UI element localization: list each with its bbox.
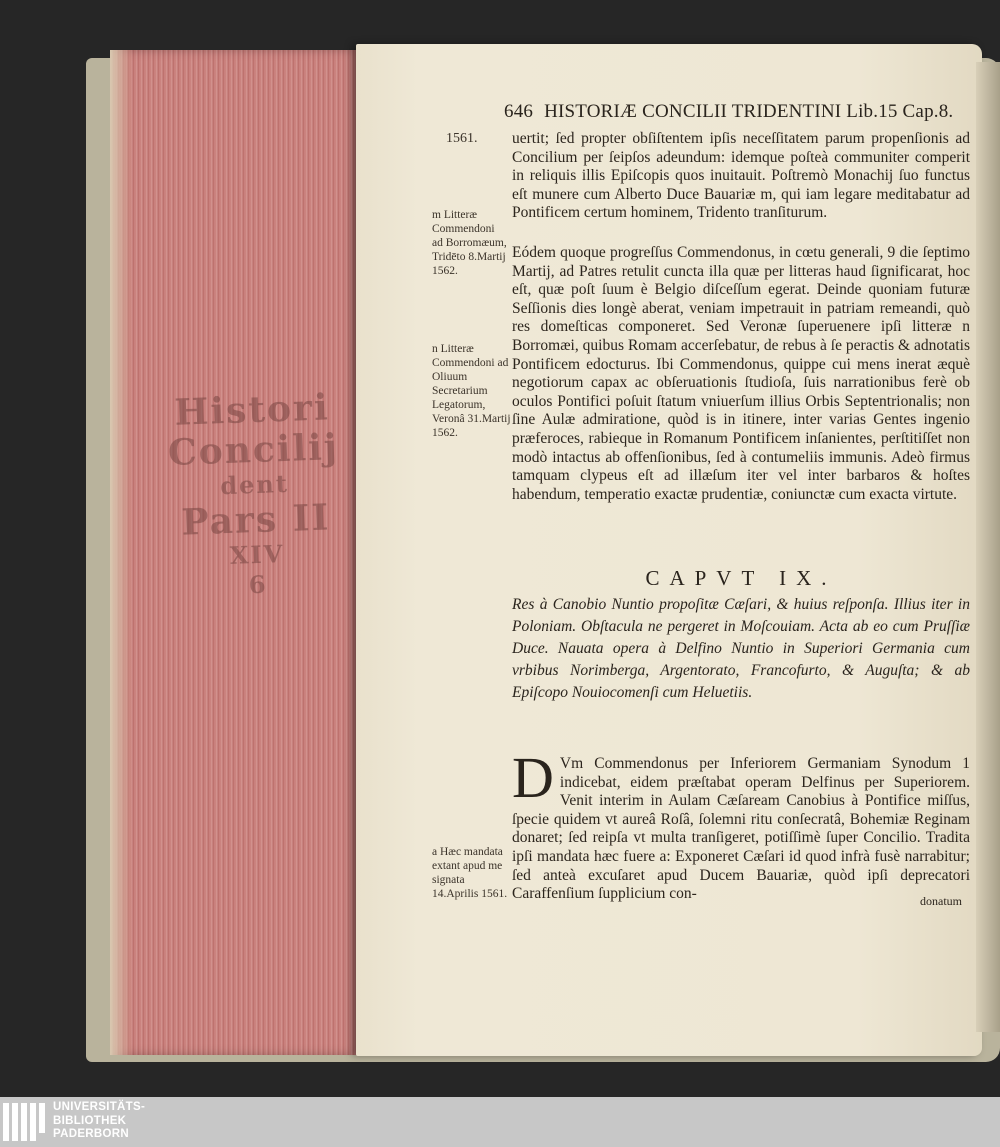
paragraph-1: [512, 130, 970, 223]
inscription-line: 6: [248, 569, 268, 600]
library-footer: [0, 1097, 1000, 1147]
paragraph-text: Vm Commendonus per Inferiorem Germaniam Synodum 1 indicebat, eidem præſtabat operam Delfinus per Superiorem. Venit interim in Aulam Cæſaream Canobius à Pontifice miſſus, ſpecie quidem vt aureâ Roſâ, ſolemni ritu conſecratâ, Bohemiæ Reginam donaret; ſed reipſa vt multa tranſigeret, potiſſimè ſuper Concilio. Tradita ipſi mandata hæc fuere a: Exponeret Cæſari id quod infrà fusè narrabitur; ſed anteà excuſaret apud Ducem Bauariæ, quòd ipſi deprecatori Caraffenſium ſupplicium con-: [512, 755, 970, 903]
running-title: HISTORIÆ CONCILII TRIDENTINI Lib.15 Cap.8.: [544, 101, 954, 122]
inscription-line: Histori: [173, 386, 331, 434]
catchword: donatum: [920, 894, 962, 908]
library-logo-icon: [3, 1103, 49, 1141]
drop-cap: D: [512, 745, 554, 810]
chapter-heading: CAPVT IX.: [645, 566, 837, 590]
library-name-line: PADERBORN: [53, 1128, 129, 1140]
fore-edge-shade: [110, 50, 132, 1055]
chapter-summary: Res à Canobio Nuntio propoſitæ Cæſari, & huius reſponſa. Illius iter in Poloniam. Obſtacula ne pergeret in Moſcouiam. Acta ab eo cum Pruſſiæ Duce. Nauata opera à Delfino Nuntio in Superiori Germania cum vrbibus Norimberga, Argentorato, Francofurto, & Auguſta; & ab Epiſcopo Nouiocomenſi cum Heluetiis.: [512, 596, 970, 701]
margin-note-n: n Litteræ Commendoni ad Oliuum Secretarium Legatorum, Veronâ 31.Martij 1562.: [432, 343, 511, 439]
library-name-line: UNIVERSITÄTS-: [53, 1101, 146, 1113]
library-name-line: BIBLIOTHEK: [53, 1114, 127, 1127]
margin-year: 1561.: [446, 131, 478, 146]
fore-edge-inscription: [146, 386, 363, 603]
paragraph-3: [512, 745, 970, 904]
page-edge-right: [976, 62, 1000, 1032]
library-name: [53, 1101, 145, 1142]
paragraph-text: Eódem quoque progreſſus Commendonus, in cœtu generali, 9 die ſeptimo Martij, ad Patres retulit cuncta illa quæ per litteras haud ſignificarat, hoc eſt, quæ poſt ſuum è Belgio diſceſſum egerat. Deinde quoniam futuræ Seſſionis dies longè aberat, veniam impetrauit in patriam remeandi, quò res domeſticas componeret. Sed Veronæ ſuperuenere ipſi litteræ n Borromæi, quibus Romam accerſebatur, de rebus à ſe peractis & adnotatis Pontificem edocturus. Ibi Commendonus, quippe cui mens inerat æquè negotiorum capax ac obſeruationis ſtudioſa, ſuis narrationibus ferè ob oculos Pontifici poſuit ſtatum vniuerſum illius Orbis Septentrionalis; non ſine Aulæ admiratione, quòd is in itinere, inter varias Gentes ingenio præferoces, rabieque in Romanum Pontificem inſanientes, perſtitiſſet non modò intactus ab offenſionibus, ſed à contumeliis immunis. Adeò firmus tamquam clypeus eſt ad illæſum iter vel inter barbaros & hoſtes habendum, temperatio exactæ prudentiæ, coniunctæ cum exacta virtute.: [512, 244, 970, 503]
paragraph-2: [512, 244, 970, 504]
margin-note-m: m Litteræ Commendoni ad Borromæum, Tridēto 8.Martij 1562.: [432, 209, 507, 277]
inscription-line: XIV: [229, 539, 285, 570]
inscription-line: Pars II: [180, 496, 331, 544]
paragraph-text: uertit; ſed propter obſiſtentem ipſis neceſſitatem parum propenſionis ad Concilium per ſeipſos adeundum: idemque poſteà communiter comperit in reliquis illis Epiſcopis quos inuitauit. Poſtremò Monachij ſuo functus eſt munere cum Alberto Duce Bauariæ m, qui iam legare meditabatur ad Pontificem certum hominem, Tridento tranſiturum.: [512, 130, 970, 222]
running-header: [504, 101, 964, 127]
page-number: 646: [504, 101, 534, 122]
margin-note-a: a Hæc mandata extant apud me signata 14.Aprilis 1561.: [432, 846, 508, 900]
inscription-line: Concilij: [167, 426, 340, 474]
inscription-line: dent: [219, 468, 290, 501]
